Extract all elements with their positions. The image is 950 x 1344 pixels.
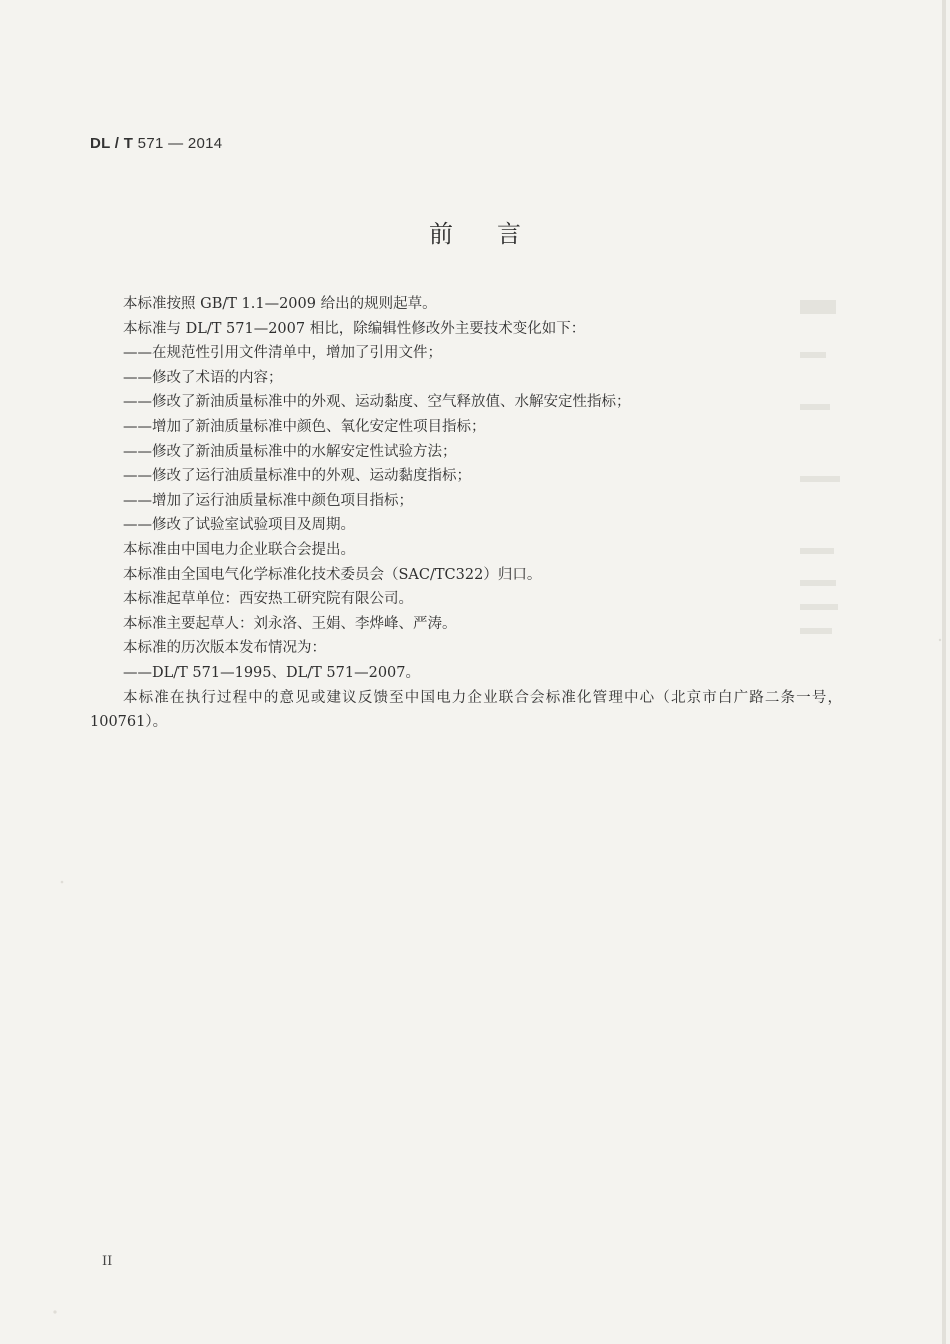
paragraph-drafting-unit: 本标准起草单位：西安热工研究院有限公司。 bbox=[123, 591, 413, 608]
change-item-4: ——增加了新油质量标准中颜色、氧化安定性项目指标； bbox=[123, 418, 486, 435]
change-item-5: ——修改了新油质量标准中的水解安定性试验方法； bbox=[123, 443, 457, 460]
standard-prefix: DL / T bbox=[90, 135, 134, 152]
page-title: 前言 bbox=[429, 220, 565, 248]
paragraph-1: 本标准按照 GB/T 1.1—2009 给出的规则起草。 bbox=[123, 296, 437, 312]
paragraph-drafters: 本标准主要起草人：刘永洛、王娟、李烨峰、严涛。 bbox=[123, 615, 457, 632]
change-item-8: ——修改了试验室试验项目及周期。 bbox=[123, 517, 355, 534]
paragraph-proposer: 本标准由中国电力企业联合会提出。 bbox=[123, 541, 355, 558]
history-item: ——DL/T 571—1995、DL/T 571—2007。 bbox=[123, 664, 420, 681]
change-item-3: ——修改了新油质量标准中的外观、运动黏度、空气释放值、水解安定性指标； bbox=[123, 394, 631, 411]
standard-code bbox=[90, 135, 222, 152]
paragraph-feedback: 本标准在执行过程中的意见或建议反馈至中国电力企业联合会标准化管理中心（北京市白广路二条一号，100761）。 bbox=[90, 689, 842, 731]
paragraph-history: 本标准的历次版本发布情况为： bbox=[123, 640, 326, 657]
standard-number: 571 — 2014 bbox=[137, 135, 223, 152]
change-item-1: ——在规范性引用文件清单中，增加了引用文件； bbox=[123, 345, 442, 362]
paragraph-committee: 本标准由全国电气化学标准化技术委员会（SAC/TC322）归口。 bbox=[123, 566, 542, 583]
foreword-body bbox=[90, 292, 842, 735]
paragraph-2: 本标准与 DL/T 571—2007 相比，除编辑性修改外主要技术变化如下： bbox=[123, 320, 586, 337]
change-item-7: ——增加了运行油质量标准中颜色项目指标； bbox=[123, 492, 413, 509]
change-item-6: ——修改了运行油质量标准中的外观、运动黏度指标； bbox=[123, 468, 471, 485]
page-number: II bbox=[102, 1254, 113, 1269]
change-item-2: ——修改了术语的内容； bbox=[123, 369, 283, 386]
